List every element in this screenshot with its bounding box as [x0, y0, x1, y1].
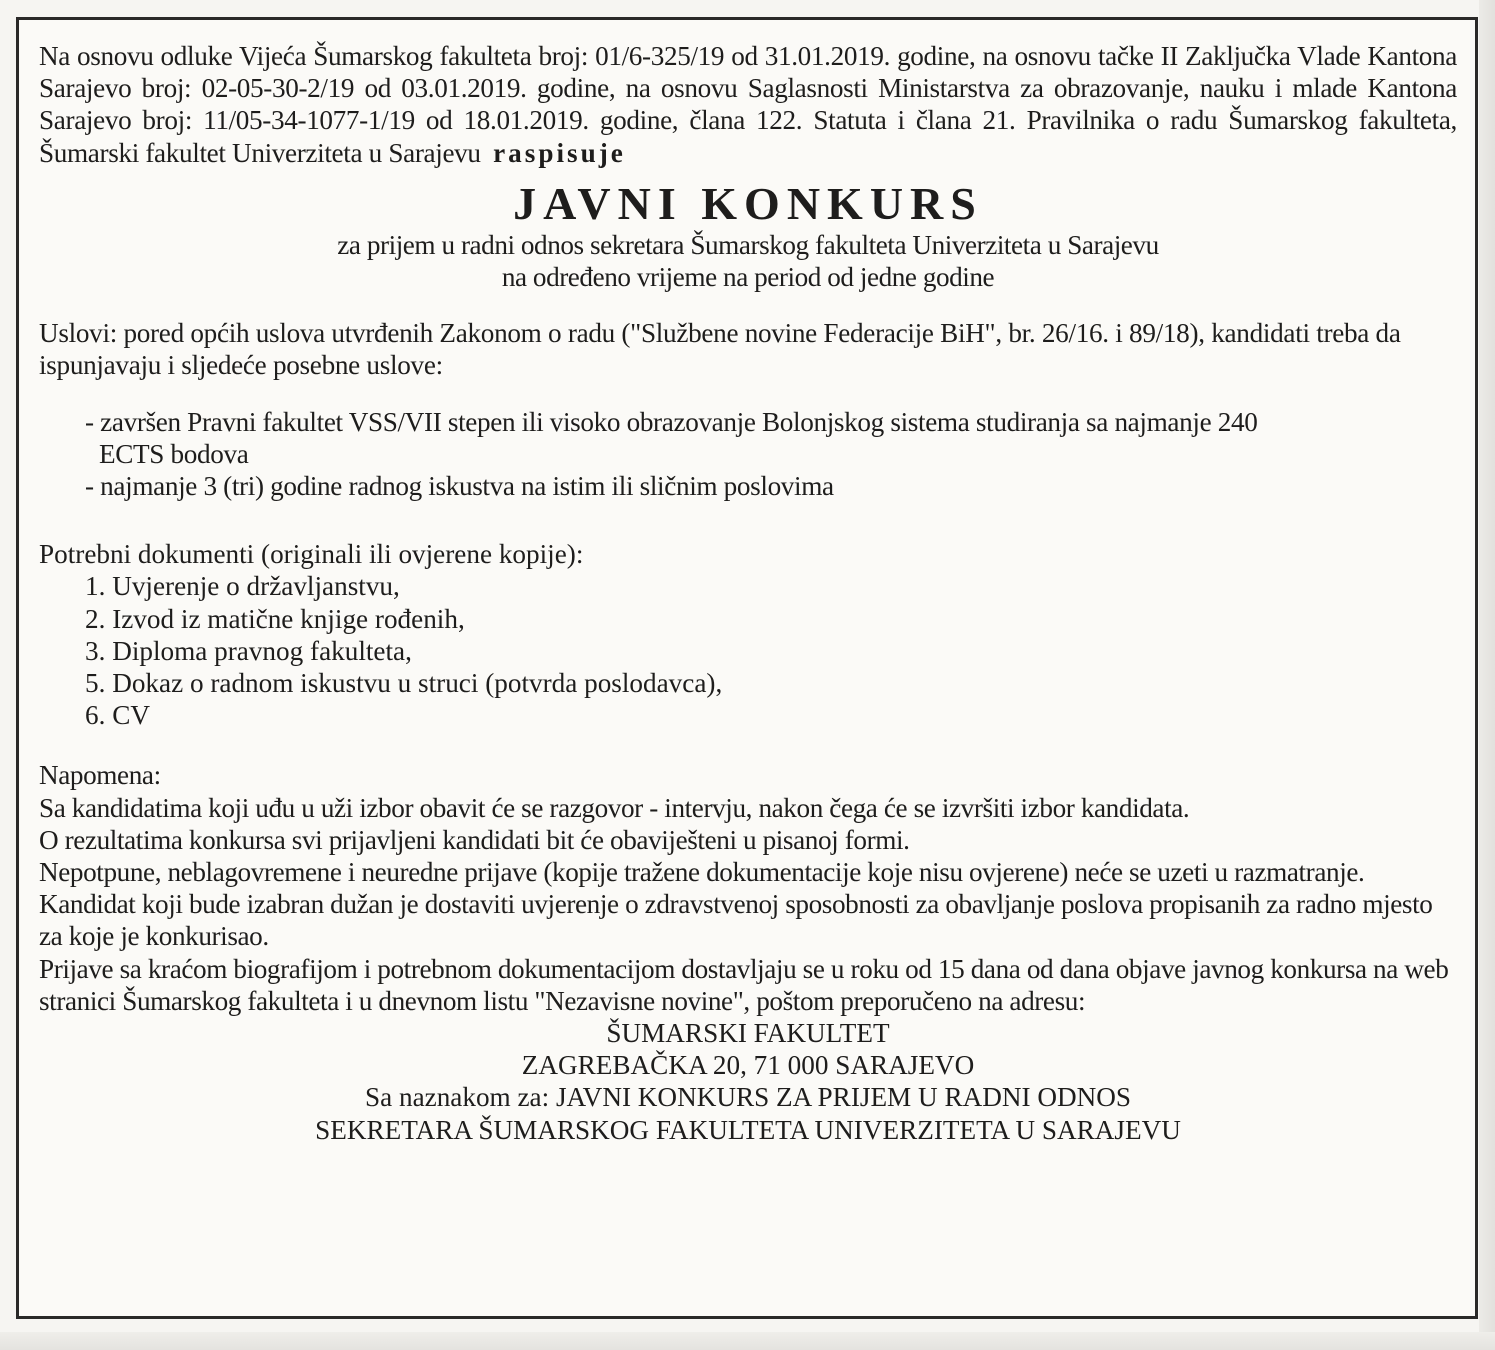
- address-name: ŠUMARSKI FAKULTET: [606, 1018, 890, 1049]
- document-item: 1. Uvjerenje o državljanstvu,: [85, 571, 400, 602]
- address-label-line-1: Sa naznakom za: JAVNI KONKURS ZA PRIJEM U RADNI ODNOS: [364, 1082, 1131, 1113]
- documents-list: [85, 570, 1457, 731]
- requirements-list: [85, 406, 1457, 503]
- conditions-paragraph: Uslovi: pored općih uslova utvrđenih Zakonom o radu ("Službene novine Federacije BiH", br. 26/16. i 89/18), kandidati treba da ispunjavaju i sljedeće posebne uslove:: [39, 318, 1401, 381]
- note-line: O rezultatima konkursa svi prijavljeni kandidati bit će obaviješteni u pisanoj formi.: [39, 824, 910, 855]
- documents-title: Potrebni dokumenti (originali ili ovjerene kopije):: [39, 539, 584, 570]
- intro-paragraph: [39, 40, 1457, 169]
- note-line: Prijave sa kraćom biografijom i potrebnom dokumentacijom dostavljaju se u roku od 15 dana od dana objave javnog konkursa na web stranici Šumarskog fakulteta i u dnevnom listu "Nezavisne novine", poštom preporučeno na adresu:: [39, 953, 1449, 1016]
- subtitle-line-2: na određeno vrijeme na period od jedne godine: [501, 262, 995, 293]
- note-line: Nepotpune, neblagovremene i neuredne prijave (kopije tražene dokumentacije koje nisu ovjerene) neće se uzeti u razmatranje.: [39, 857, 1365, 888]
- address-block: [39, 1017, 1457, 1146]
- note-title: Napomena:: [39, 760, 161, 791]
- note-line: Kandidat koji bude izabran dužan je dostaviti uvjerenje o zdravstvenoj sposobnosti za obavljanje poslova propisanih za radno mjesto za koje je konkurisao.: [39, 889, 1433, 952]
- scan-edge-bottom: [0, 1332, 1495, 1350]
- address-street: ZAGREBAČKA 20, 71 000 SARAJEVO: [521, 1050, 975, 1081]
- note-line: Sa kandidatima koji uđu u uži izbor obavit će se razgovor - intervju, nakon čega će se izvršiti izbor kandidata.: [39, 792, 1190, 823]
- document-item: 3. Diploma pravnog fakulteta,: [85, 635, 412, 666]
- address-label-line-2: SEKRETARA ŠUMARSKOG FAKULTETA UNIVERZITETA U SARAJEVU: [315, 1114, 1181, 1145]
- intro-action-word: raspisuje: [493, 137, 626, 168]
- scan-edge-right: [1479, 0, 1495, 1350]
- document-item: 2. Izvod iz matične knjige rođenih,: [85, 603, 465, 634]
- page-title: JAVNI KONKURS: [513, 177, 983, 229]
- requirement-2: - najmanje 3 (tri) godine radnog iskustva na istim ili sličnim poslovima: [85, 471, 834, 502]
- requirement-1: - završen Pravni fakultet VSS/VII stepen ili visoko obrazovanje Bolonjskog sistema studiranja sa najmanje 240: [85, 406, 1258, 437]
- subtitle-line-1: za prijem u radni odnos sekretara Šumarskog fakulteta Univerziteta u Sarajevu: [337, 229, 1159, 260]
- requirement-1-continued: ECTS bodova: [99, 438, 249, 469]
- document-item: 5. Dokaz o radnom iskustvu u struci (potvrda poslodavca),: [85, 668, 723, 699]
- document-item: 6. CV: [85, 700, 150, 731]
- note-section: [39, 759, 1457, 1017]
- intro-text: Na osnovu odluke Vijeća Šumarskog fakulteta broj: 01/6-325/19 od 31.01.2019. godine, na osnovu tačke II Zaključka Vlade Kantona Sarajevo broj: 02-05-30-2/19 od 03.01.2019. godine, na osnovu Saglasnosti Ministarstva za obrazovanje, nauku i mlade Kantona Sarajevo broj: 11/05-34-1077-1/19 od 18.01.2019. godine, člana 122. Statuta i člana 21. Pravilnika o radu Šumarskog fakulteta, Šumarski fakultet Univerziteta u Sarajevu: [39, 41, 1457, 168]
- announcement-frame: [16, 17, 1478, 1319]
- announcement-content: [39, 40, 1457, 1304]
